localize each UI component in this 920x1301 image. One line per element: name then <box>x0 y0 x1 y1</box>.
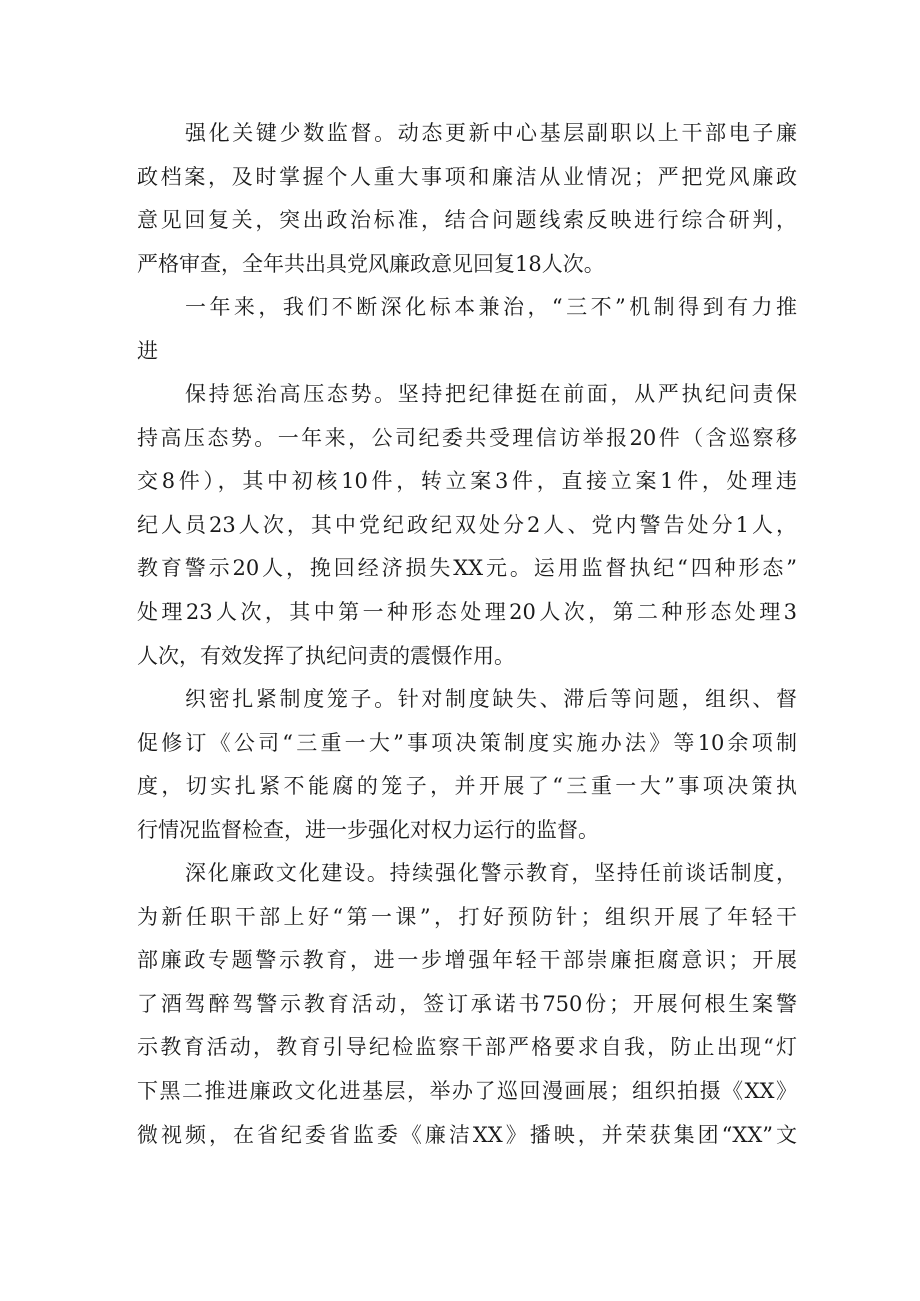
text-line: 为新任职干部上好“第一课”，打好预防针；组织开展了年轻干 <box>137 904 797 929</box>
text-line: 一年来，我们不断深化标本兼治，“三不”机制得到有力推 <box>185 295 797 320</box>
text-line: 进 <box>137 338 158 363</box>
text-line: 行情况监督检查，进一步强化对权力运行的监督。 <box>137 817 599 842</box>
text-line: 处理23人次，其中第一种形态处理20人次，第二种形态处理3 <box>137 600 797 625</box>
paragraph-section-heading <box>137 286 797 373</box>
text-line: 持高压态势。一年来，公司纪委共受理信访举报20件（含巡察移 <box>137 425 797 450</box>
text-line: 深化廉政文化建设。持续强化警示教育，坚持任前谈话制度， <box>185 861 797 886</box>
document-body <box>137 112 797 1157</box>
text-line: 部廉政专题警示教育，进一步增强年轻干部崇廉拒腐意识；开展 <box>137 948 797 973</box>
text-line: 促修订《公司“三重一大”事项决策制度实施办法》等10余项制 <box>137 730 797 755</box>
text-line: 度，切实扎紧不能腐的笼子，并开展了“三重一大”事项决策执 <box>137 774 797 799</box>
text-line: 交8件），其中初核10件，转立案3件，直接立案1件，处理违 <box>137 469 797 494</box>
text-line: 下黑二推进廉政文化进基层，举办了巡回漫画展；组织拍摄《XX》 <box>137 1079 797 1104</box>
paragraph-high-pressure-punishment <box>137 373 797 678</box>
text-line: 微视频，在省纪委省监委《廉洁XX》播映，并荣获集团“XX”文 <box>137 1122 797 1147</box>
text-line: 织密扎紧制度笼子。针对制度缺失、滞后等问题，组织、督 <box>185 687 797 712</box>
text-line: 人次，有效发挥了执纪问责的震慑作用。 <box>137 643 515 668</box>
text-line: 意见回复关，突出政治标准，结合问题线索反映进行综合研判， <box>137 208 797 233</box>
text-line: 严格审查，全年共出具党风廉政意见回复18人次。 <box>137 251 605 276</box>
paragraph-institutional-cage <box>137 678 797 852</box>
text-line: 教育警示20人，挽回经济损失XX元。运用监督执纪“四种形态” <box>137 556 797 581</box>
text-line: 了酒驾醉驾警示教育活动，签订承诺书750份；开展何根生案警 <box>137 991 797 1016</box>
paragraph-integrity-culture <box>137 852 797 1157</box>
text-line: 强化关键少数监督。动态更新中心基层副职以上干部电子廉 <box>185 121 797 145</box>
text-line: 保持惩治高压态势。坚持把纪律挺在前面，从严执纪问责保 <box>185 382 797 407</box>
text-line: 示教育活动，教育引导纪检监察干部严格要求自我，防止出现“灯 <box>137 1035 797 1060</box>
text-line: 纪人员23人次，其中党纪政纪双处分2人、党内警告处分1人， <box>137 512 797 537</box>
text-line: 政档案，及时掌握个人重大事项和廉洁从业情况；严把党风廉政 <box>137 164 797 189</box>
paragraph-key-minority-supervision <box>137 112 797 286</box>
